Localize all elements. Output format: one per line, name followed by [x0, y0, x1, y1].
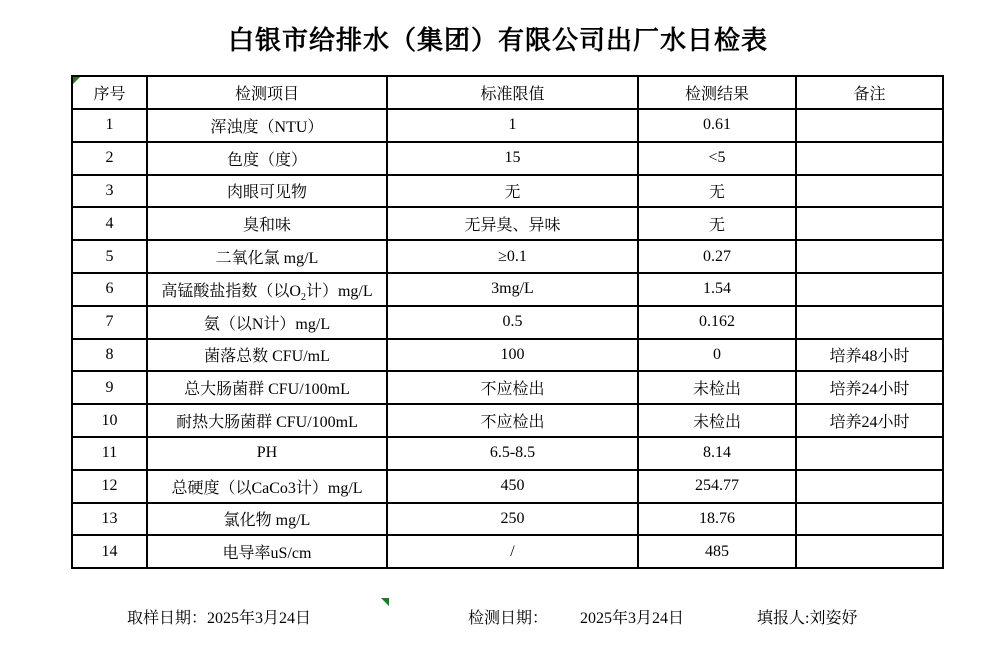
cell-item: 臭和味	[147, 207, 387, 240]
table-row	[72, 142, 943, 175]
table-row	[72, 371, 943, 404]
cell-limit: ≥0.1	[387, 240, 638, 273]
header-row	[72, 76, 943, 109]
cell-serial: 8	[72, 339, 147, 372]
cell-result: 未检出	[638, 371, 796, 404]
cell-serial: 5	[72, 240, 147, 273]
cell-result: 无	[638, 175, 796, 208]
header-serial-label: 序号	[93, 86, 126, 103]
cell-limit: 无异臭、异味	[387, 207, 638, 240]
cell-limit: 不应检出	[387, 404, 638, 437]
cell-limit: 100	[387, 339, 638, 372]
cell-limit: 15	[387, 142, 638, 175]
table-row	[72, 470, 943, 503]
header-remark-label: 备注	[853, 86, 886, 103]
table-row	[72, 240, 943, 273]
water-quality-table	[71, 75, 944, 569]
cell-remark	[796, 175, 943, 208]
cell-item: 氨（以N计）mg/L	[147, 306, 387, 339]
cell-remark	[796, 535, 943, 568]
cell-item: 耐热大肠菌群 CFU/100mL	[147, 404, 387, 437]
cell-serial: 4	[72, 207, 147, 240]
cell-item: 菌落总数 CFU/mL	[147, 339, 387, 372]
page-title: 白银市给排水（集团）有限公司出厂水日检表	[227, 26, 768, 55]
cell-item: 色度（度）	[147, 142, 387, 175]
cell-limit: 3mg/L	[387, 273, 638, 306]
cell-item: PH	[147, 437, 387, 470]
table-row	[72, 306, 943, 339]
reporter	[757, 605, 857, 628]
cell-serial: 12	[72, 470, 147, 503]
header-limit	[387, 76, 638, 109]
cell-serial: 11	[72, 437, 147, 470]
cell-item: 浑浊度（NTU）	[147, 109, 387, 142]
table-row	[72, 175, 943, 208]
table-row	[72, 437, 943, 470]
cell-remark: 培养24小时	[796, 371, 943, 404]
cell-item: 氯化物 mg/L	[147, 503, 387, 536]
sampling-date-label: 取样日期：	[127, 610, 208, 627]
cell-serial: 13	[72, 503, 147, 536]
cell-remark	[796, 437, 943, 470]
table-row	[72, 339, 943, 372]
header-item-label: 检测项目	[234, 86, 299, 103]
cell-limit: /	[387, 535, 638, 568]
cell-result: 18.76	[638, 503, 796, 536]
cell-serial: 1	[72, 109, 147, 142]
cell-limit: 6.5-8.5	[387, 437, 638, 470]
footer	[0, 605, 996, 629]
cell-item: 肉眼可见物	[147, 175, 387, 208]
cell-serial: 10	[72, 404, 147, 437]
cell-serial: 9	[72, 371, 147, 404]
table-row	[72, 404, 943, 437]
table-row	[72, 273, 943, 306]
cell-remark	[796, 503, 943, 536]
table-row	[72, 535, 943, 568]
header-serial	[72, 76, 147, 109]
cell-result: 0	[638, 339, 796, 372]
cell-item: 电导率uS/cm	[147, 535, 387, 568]
cell-result: 0.61	[638, 109, 796, 142]
cell-remark	[796, 240, 943, 273]
header-result-label: 检测结果	[684, 86, 749, 103]
sampling-date-value: 2025年3月24日	[207, 610, 312, 627]
table-row	[72, 207, 943, 240]
cell-serial: 14	[72, 535, 147, 568]
cell-serial: 3	[72, 175, 147, 208]
cell-result: 0.27	[638, 240, 796, 273]
header-remark	[796, 76, 943, 109]
cell-remark	[796, 109, 943, 142]
cell-item: 总大肠菌群 CFU/100mL	[147, 371, 387, 404]
cell-result: 8.14	[638, 437, 796, 470]
cell-serial: 7	[72, 306, 147, 339]
cell-result: 未检出	[638, 404, 796, 437]
cell-remark	[796, 207, 943, 240]
cell-result: 485	[638, 535, 796, 568]
table-row	[72, 503, 943, 536]
header-item	[147, 76, 387, 109]
cell-serial: 2	[72, 142, 147, 175]
test-date-label: 检测日期：	[468, 610, 549, 627]
cell-limit: 不应检出	[387, 371, 638, 404]
cell-limit: 0.5	[387, 306, 638, 339]
cell-remark	[796, 142, 943, 175]
cell-remark: 培养48小时	[796, 339, 943, 372]
cell-limit: 450	[387, 470, 638, 503]
header-limit-label: 标准限值	[480, 86, 545, 103]
sampling-date	[127, 605, 311, 628]
cell-result: <5	[638, 142, 796, 175]
cell-remark	[796, 470, 943, 503]
cell-remark	[796, 273, 943, 306]
cell-result: 0.162	[638, 306, 796, 339]
cell-limit: 1	[387, 109, 638, 142]
test-date-value: 2025年3月24日	[580, 610, 685, 627]
reporter-label: 填报人:	[757, 610, 810, 627]
cell-serial: 6	[72, 273, 147, 306]
cell-item: 高锰酸盐指数（以$O_2$计）mg/L	[147, 273, 387, 306]
cell-remark: 培养24小时	[796, 404, 943, 437]
reporter-name: 刘姿妤	[809, 610, 858, 627]
cell-result: 1.54	[638, 273, 796, 306]
cell-limit: 无	[387, 175, 638, 208]
excel-corner-marker-icon	[73, 77, 80, 84]
cell-item: 总硬度（以CaCo3计）mg/L	[147, 470, 387, 503]
cell-remark	[796, 306, 943, 339]
header-result	[638, 76, 796, 109]
cell-limit: 250	[387, 503, 638, 536]
cell-result: 无	[638, 207, 796, 240]
cell-item: 二氧化氯 mg/L	[147, 240, 387, 273]
cell-result: 254.77	[638, 470, 796, 503]
table-row	[72, 109, 943, 142]
